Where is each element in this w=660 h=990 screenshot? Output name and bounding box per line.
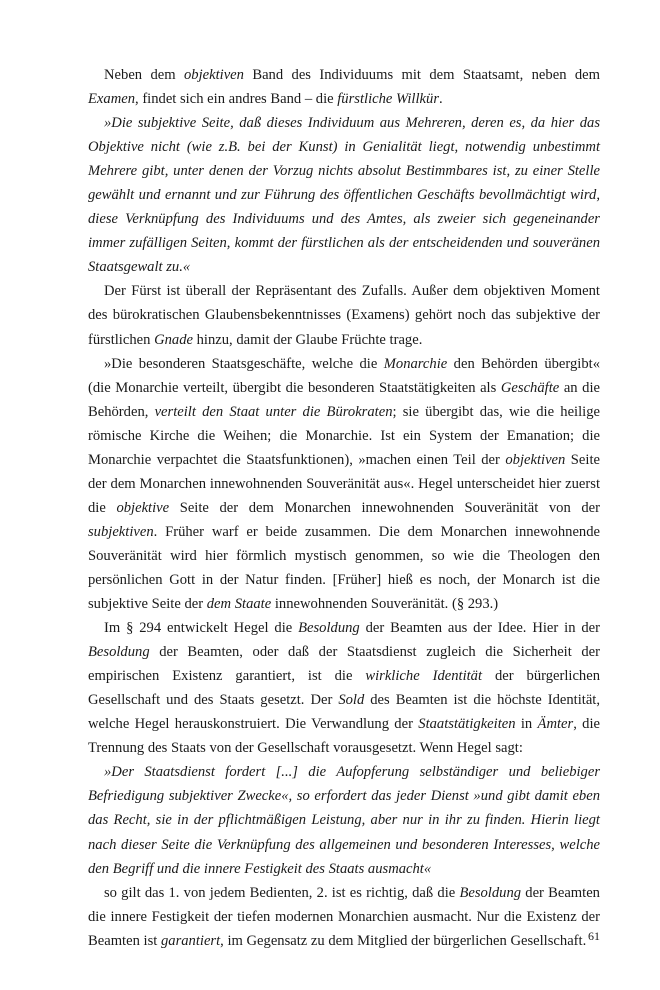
text-run: »Die besonderen Staatsgeschäfte, welche die bbox=[104, 355, 384, 372]
italic-run: objektive bbox=[116, 499, 170, 516]
paragraph bbox=[88, 352, 600, 617]
italic-run: Besoldung bbox=[459, 884, 522, 901]
italic-run: objektiven bbox=[505, 451, 566, 468]
italic-run: Gnade bbox=[154, 331, 193, 348]
italic-run: Besoldung bbox=[298, 620, 360, 637]
text-run: . Früher warf er beide zusammen. Die dem Monarchen innewohnende Souveränität wird hier förmlich mystisch genommen, so wie die Theologen den persönlichen Gott in der Natur finden. [Früher] hieß es noch, der Monarch ist die subjektive Seite der bbox=[88, 523, 600, 613]
text-run: , findet sich ein andres Band – die bbox=[135, 91, 338, 108]
text-run: ; sie übergibt das, wie die heilige römische Kirche die Weihen; die Monarchie. Ist ein System der Emanation; die Monarchie verpachtet die Staatsfunktionen), »machen einen Teil der bbox=[88, 403, 600, 468]
italic-run: »Die subjektive Seite, daß dieses Individuum aus Mehreren, deren es, da hier das Objektive nicht (wie z.B. bei der Kunst) in Genialität liegt, notwendig unbestimmt Mehrere gibt, unter denen der Vorzug nichts absolut Bestimmbares ist, zu einer Stelle gewählt und ernannt und zur Führung des öffentlichen Geschäfts bevollmächtigt wird, diese Verknüpfung des Individuums und des Amtes, als zweier sich gegeneinander immer zufälligen Seiten, kommt der fürstlichen als der entscheidenden und souveränen Staatsgewalt zu.« bbox=[88, 115, 600, 276]
italic-run: Geschäfte bbox=[500, 379, 560, 396]
italic-run: Besoldung bbox=[88, 644, 150, 661]
italic-run: Ämter bbox=[537, 716, 574, 733]
italic-run: Monarchie bbox=[383, 355, 448, 372]
text-run: hinzu, damit der Glaube Früchte trage. bbox=[192, 331, 423, 348]
paragraph bbox=[88, 616, 600, 760]
text-run: innewohnenden Souveränität. (§ 293.) bbox=[271, 596, 499, 613]
text-run: Seite der dem Monarchen innewohnenden Souveränität aus«. Hegel unterscheidet hier zuerst die bbox=[88, 451, 600, 516]
italic-run: verteilt den Staat unter die Bürokraten bbox=[154, 403, 393, 420]
italic-run: wirkliche Identität bbox=[365, 668, 483, 685]
text-run: in bbox=[515, 716, 538, 733]
paragraph bbox=[88, 63, 600, 111]
text-run: der Beamten, oder daß der Staatsdienst zugleich die Sicherheit der empirischen Existenz garantiert, ist die bbox=[88, 644, 600, 685]
italic-run: Sold bbox=[338, 692, 365, 709]
text-run: Im § 294 entwickelt Hegel die bbox=[104, 620, 299, 637]
italic-run: dem Staate bbox=[206, 596, 272, 613]
italic-run: Examen bbox=[88, 91, 136, 108]
italic-run: objektiven bbox=[183, 67, 244, 83]
text-run: Neben dem bbox=[104, 67, 184, 83]
text-run: der Beamten die innere Festigkeit der tiefen modernen Monarchien ausmacht. Nur die Existenz der Beamten ist bbox=[88, 884, 600, 949]
text-run: , die Trennung des Staats von der Gesellschaft vorausgesetzt. Wenn Hegel sagt: bbox=[88, 716, 600, 757]
paragraph bbox=[88, 760, 600, 880]
text-run: Band des Individuums mit dem Staatsamt, neben dem bbox=[243, 67, 600, 83]
paragraph bbox=[88, 881, 600, 953]
page-number: 61 bbox=[588, 929, 600, 943]
italic-run: Staatstätigkeiten bbox=[418, 716, 516, 733]
text-run: Seite der dem Monarchen innewohnenden Souveränität von der bbox=[169, 499, 600, 516]
text-run: der Beamten aus der Idee. Hier in der bbox=[359, 620, 600, 637]
italic-run: »Der Staatsdienst fordert [...] die Aufopferung selbständiger und beliebiger Befriedigung subjektiver Zwecke«, so erfordert das jeder Dienst »und gibt damit eben das Recht, sie in der pflichtmäßigen Leistung, aber nur in ihr zu finden. Hierin liegt nach dieser Seite die Verknüpfung des allgemeinen und besonderen Interesses, welche den Begriff und die innere Festigkeit des Staats ausmacht« bbox=[88, 764, 600, 877]
text-run: . bbox=[439, 91, 443, 108]
paragraph bbox=[88, 279, 600, 351]
text-run: so gilt das 1. von jedem Bedienten, 2. ist es richtig, daß die bbox=[104, 884, 460, 901]
paragraph bbox=[88, 111, 600, 279]
italic-run: subjektiven bbox=[88, 523, 154, 540]
text-run: , im Gegensatz zu dem Mitglied der bürgerlichen Gesellschaft. bbox=[220, 932, 587, 949]
text-run: des Beamten ist die höchste Identität, welche Hegel herauskonstruiert. Die Verwandlung der bbox=[88, 692, 600, 733]
text-run: der bürgerlichen Gesellschaft und des Staats gesetzt. Der bbox=[88, 668, 601, 709]
italic-run: garantiert bbox=[160, 932, 221, 949]
text-run: an die Behörden, bbox=[88, 379, 601, 420]
italic-run: fürstliche Willkür bbox=[337, 91, 439, 108]
body-text bbox=[88, 63, 600, 953]
text-run: den Behörden übergibt« (die Monarchie verteilt, übergibt die besonderen Staatstätigkeiten als bbox=[88, 355, 600, 396]
text-run: Der Fürst ist überall der Repräsentant des Zufalls. Außer dem objektiven Moment des bürokratischen Glaubensbekenntnisses (Examens) gehört noch das subjektive der fürstlichen bbox=[88, 283, 600, 348]
